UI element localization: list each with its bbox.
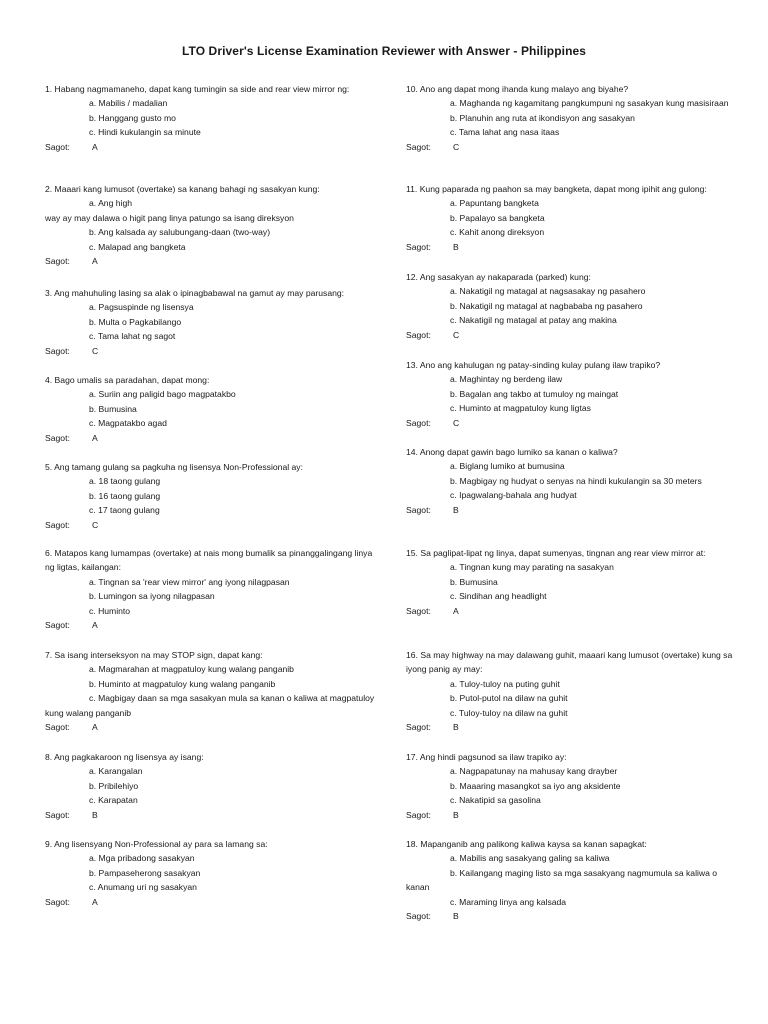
question-text: 4. Bago umalis sa paradahan, dapat mong: [45,375,210,385]
answer-value: A [92,896,98,907]
option-b: b. Nakatigil ng matagal at nagbababa ng pasahero [450,300,643,311]
question-block [45,286,375,358]
option-b: b. 16 taong gulang [89,490,161,501]
option-c: c. Maraming linya ang kalsada [450,896,567,907]
option-a: a. Tingnan sa 'rear view mirror' ang iyong nilagpasan [89,576,290,587]
answer-row [406,808,741,822]
question-text: 11. Kung paparada ng paahon sa may bangketa, dapat mong ipihit ang gulong: [406,184,707,194]
option-c: c. Anumang uri ng sasakyan [89,882,197,893]
answer-value: C [453,329,460,340]
question-block [406,546,741,618]
option-c: c. Nakatipid sa gasolina [450,795,541,806]
question-text: 1. Habang nagmamaneho, dapat kang tumingin sa side and rear view mirror ng: [45,84,350,94]
option-a: a. Tingnan kung may parating na sasakyan [450,562,614,573]
answer-label: Sagot: [45,345,70,356]
answer-label: Sagot: [406,141,431,152]
answer-value: A [92,141,98,152]
answer-value: B [453,241,459,252]
answer-row [406,503,741,517]
answer-row [406,140,741,154]
answer-label: Sagot: [406,809,431,820]
answer-row [406,604,741,618]
answer-label: Sagot: [45,432,70,443]
option-c: c. 17 taong gulang [89,505,160,516]
answer-row [45,808,375,822]
answer-row [45,618,375,632]
answer-row [406,416,741,430]
option-b: b. Bagalan ang takbo at tumuloy ng maingat [450,388,619,399]
question-block [406,750,741,822]
option-b: b. Bumusina [450,576,498,587]
answer-row [45,254,375,268]
option-a: a. Pagsuspinde ng lisensya [89,302,194,313]
option-c: c. Tama lahat ang nasa itaas [450,127,560,138]
option-a: a. Mga pribadong sasakyan [89,853,195,864]
answer-row [406,240,741,254]
answer-value: C [92,519,99,530]
answer-value: A [92,432,98,443]
answer-row [45,720,375,734]
option-a: a. Tuloy-tuloy na puting guhit [450,678,560,689]
answer-label: Sagot: [406,329,431,340]
option-c: c. Sindihan ang headlight [450,591,547,602]
option-a-continuation: way ay may dalawa o higit pang linya patungo sa isang direksyon [45,212,294,223]
answer-label: Sagot: [406,911,431,922]
option-a: a. Papuntang bangketa [450,198,539,209]
answer-value: B [92,809,98,820]
answer-row [406,720,741,734]
question-block [45,546,375,632]
question-block [45,837,375,909]
option-c: c. Karapatan [89,795,138,806]
option-b: b. Papalayo sa bangketa [450,212,545,223]
option-a: a. Mabilis ang sasakyang galing sa kaliwa [450,853,610,864]
question-text: 17. Ang hindi pagsunod sa ilaw trapiko ay: [406,752,567,762]
answer-label: Sagot: [45,896,70,907]
option-a: a. 18 taong gulang [89,476,161,487]
option-a: a. Magmarahan at magpatuloy kung walang panganib [89,664,294,675]
answer-label: Sagot: [45,519,70,530]
question-text: 5. Ang tamang gulang sa pagkuha ng lisensya Non-Professional ay: [45,462,303,472]
answer-label: Sagot: [406,504,431,515]
option-c: c. Huminto [89,605,131,616]
answer-label: Sagot: [406,605,431,616]
document-title: LTO Driver's License Examination Reviewer with Answer - Philippines [181,44,587,58]
question-text: 6. Matapos kang lumampas (overtake) at nais mong bumalik sa pinanggalingang linya ng ligtas, kailangan: [45,548,373,573]
answer-row [406,909,741,923]
question-block [406,445,741,517]
answer-label: Sagot: [45,256,70,267]
option-c: c. Ipagwalang-bahala ang hudyat [450,490,577,501]
option-a: a. Ang high [89,198,133,209]
option-b: b. Hanggang gusto mo [89,112,176,123]
option-b: b. Huminto at magpatuloy kung walang panganib [89,678,276,689]
option-c: c. Kahit anong direksyon [450,227,545,238]
option-b: b. Planuhin ang ruta at ikondisyon ang sasakyan [450,112,635,123]
answer-label: Sagot: [406,241,431,252]
option-a: a. Karangalan [89,766,143,777]
answer-value: C [92,345,99,356]
answer-row [45,140,375,154]
answer-row [45,518,375,532]
answer-value: B [453,911,459,922]
question-text: 9. Ang lisensyang Non-Professional ay para sa lamang sa: [45,839,268,849]
answer-row [45,344,375,358]
question-text: 18. Mapanganib ang palikong kaliwa kaysa sa kanan sapagkat: [406,839,647,849]
question-text: 16. Sa may highway na may dalawang guhit, maaari kang lumusot (overtake) kung sa iyong panig ay may: [406,650,733,675]
answer-label: Sagot: [406,722,431,733]
option-a: a. Mabilis / madalian [89,98,168,109]
question-text: 12. Ang sasakyan ay nakaparada (parked) kung: [406,272,591,282]
option-b: b. Lumingon sa iyong nilagpasan [89,591,215,602]
option-b: b. Ang kalsada ay salubungang-daan (two-way) [89,227,271,238]
option-b: b. Magbigay ng hudyat o senyas na hindi kukulangin sa 30 meters [450,475,702,486]
option-a: a. Nagpapatunay na mahusay kang drayber [450,766,618,777]
answer-value: A [92,620,98,631]
option-c: c. Huminto at magpatuloy kung ligtas [450,403,591,414]
question-block [45,182,375,268]
question-text: 2. Maaari kang lumusot (overtake) sa kanang bahagi ng sasakyan kung: [45,184,320,194]
answer-label: Sagot: [45,141,70,152]
option-a: a. Suriin ang paligid bago magpatakbo [89,389,236,400]
question-block [406,837,741,923]
option-c: c. Magpatakbo agad [89,418,167,429]
answer-value: B [453,722,459,733]
answer-value: B [453,809,459,820]
option-c: c. Hindi kukulangin sa minute [89,127,201,138]
option-a: a. Nakatigil ng matagal at nagsasakay ng pasahero [450,286,646,297]
answer-value: C [453,417,460,428]
answer-row [406,328,741,342]
option-c: c. Nakatigil ng matagal at patay ang makina [450,315,617,326]
question-block [406,358,741,430]
option-b: b. Maaaring masangkot sa iyo ang aksidente [450,780,621,791]
answer-value: C [453,141,460,152]
question-block [406,270,741,342]
option-a: a. Maghintay ng berdeng ilaw [450,374,563,385]
question-block [45,750,375,822]
question-block [45,82,375,154]
answer-label: Sagot: [45,809,70,820]
question-block [45,460,375,532]
answer-value: A [453,605,459,616]
answer-value: A [92,256,98,267]
option-b: b. Putol-putol na dilaw na guhit [450,693,568,704]
question-block [45,648,375,734]
answer-value: B [453,504,459,515]
question-text: 3. Ang mahuhuling lasing sa alak o ipinagbabawal na gamut ay may parusang: [45,288,345,298]
question-text: 14. Anong dapat gawin bago lumiko sa kanan o kaliwa? [406,447,618,457]
option-b: b. Bumusina [89,403,137,414]
option-a: a. Biglang lumiko at bumusina [450,461,565,472]
option-c: c. Magbigay daan sa mga sasakyan mula sa kanan o kaliwa at magpatuloy kung walang panganib [45,693,375,718]
option-a: a. Maghanda ng kagamitang pangkumpuni ng sasakyan kung masisiraan [450,98,729,109]
answer-value: A [92,722,98,733]
question-text: 10. Ano ang dapat mong ihanda kung malayo ang biyahe? [406,84,629,94]
option-b: b. Pampaseherong sasakyan [89,867,201,878]
answer-label: Sagot: [45,722,70,733]
answer-label: Sagot: [406,417,431,428]
question-text: 15. Sa paglipat-lipat ng linya, dapat sumenyas, tingnan ang rear view mirror at: [406,548,706,558]
answer-row [45,895,375,909]
option-c: c. Tuloy-tuloy na dilaw na guhit [450,707,568,718]
question-text: 7. Sa isang interseksyon na may STOP sign, dapat kang: [45,650,263,660]
question-block [406,182,741,254]
option-b: b. Kailangang maging listo sa mga sasakyang nagmumula sa kaliwa o kanan [406,867,718,893]
option-b: b. Pribilehiyo [89,780,139,791]
question-block [406,82,741,154]
answer-label: Sagot: [45,620,70,631]
option-b: b. Multa o Pagkabilango [89,316,182,327]
question-text: 13. Ano ang kahulugan ng patay-sinding kulay pulang ilaw trapiko? [406,360,661,370]
question-block [45,373,375,445]
option-c: c. Malapad ang bangketa [89,241,186,252]
question-text: 8. Ang pagkakaroon ng lisensya ay isang: [45,752,204,762]
answer-row [45,431,375,445]
question-block [406,648,741,734]
option-c: c. Tama lahat ng sagot [89,331,176,342]
